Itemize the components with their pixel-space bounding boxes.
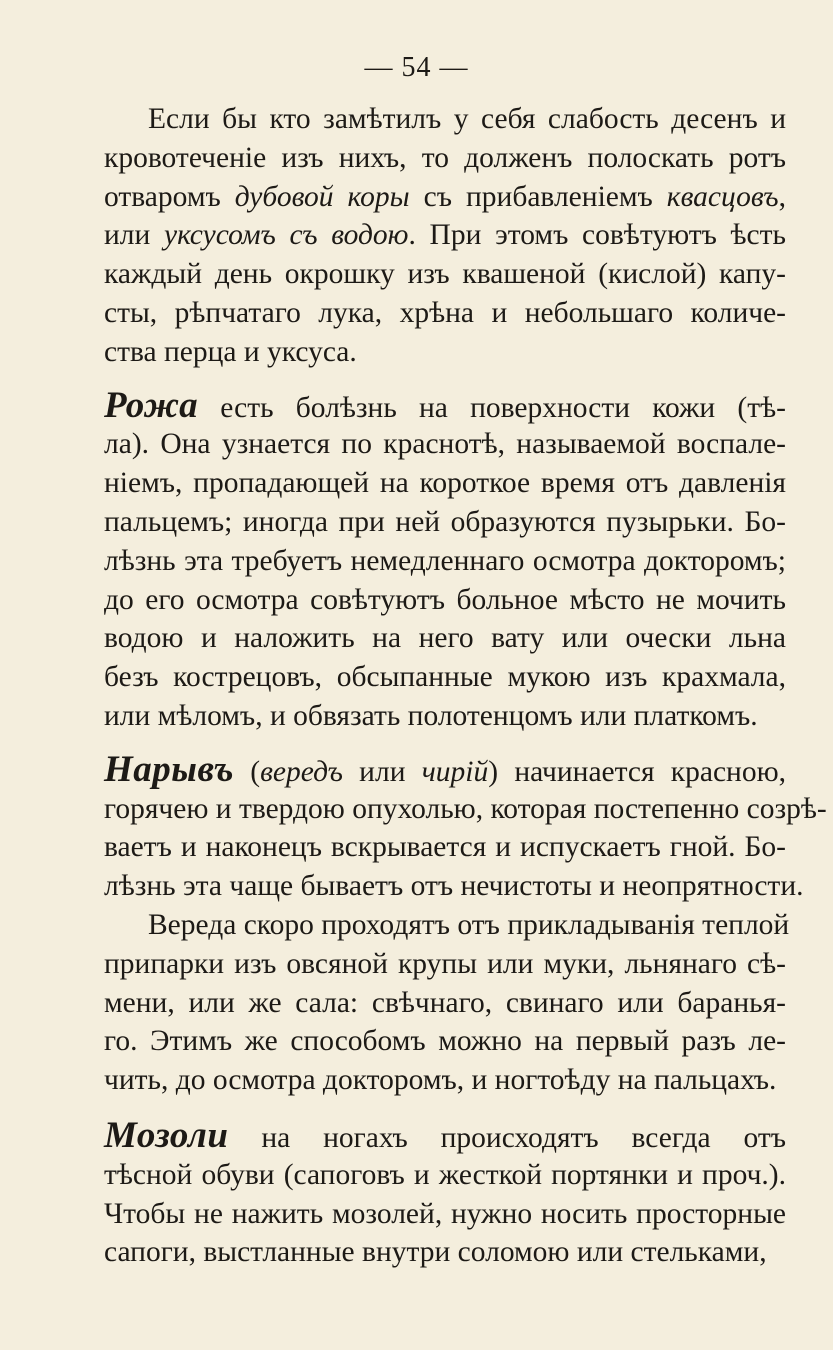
emphasized-text: уксусомъ съ водою: [163, 219, 409, 252]
text-run: водою и наложить на него вату или очески льна: [104, 622, 786, 655]
text-line: [104, 581, 786, 620]
text-line: [104, 100, 786, 139]
text-run: (: [234, 755, 261, 788]
text-run: отваромъ: [104, 180, 235, 213]
text-run: ваетъ и наконецъ вскрывается и испускаетъ гной. Бо-: [104, 831, 786, 864]
text-run: ,: [778, 180, 786, 213]
text-run: мени, или же сала: свѣчнаго, свинаго или баранья-: [104, 986, 786, 1019]
text-run: или: [104, 219, 164, 252]
text-run: ства перца и уксуса.: [104, 335, 357, 368]
paragraph: [104, 748, 827, 906]
text-run: каждый день окрошку изъ квашеной (кислой) капу-: [104, 258, 786, 291]
text-run: безъ кострецовъ, обсыпанные мукою изъ крахмала,: [104, 661, 786, 694]
section-heading: Рожа: [104, 384, 199, 426]
text-line: [104, 542, 786, 581]
text-run: тѣсной обуви (сапоговъ и жесткой портянки и проч.).: [104, 1158, 786, 1191]
paragraph: [104, 1114, 786, 1272]
text-line: [104, 1061, 786, 1100]
text-line: [104, 294, 786, 333]
section-heading: Нарывъ: [104, 748, 234, 790]
text-run: лѣзнь эта требуетъ немедленнаго осмотра докторомъ;: [104, 544, 786, 577]
text-line: [104, 658, 786, 697]
text-run: Чтобы не нажить мозолей, нужно носить просторные: [104, 1197, 786, 1230]
text-line: [104, 828, 786, 867]
text-run: ніемъ, пропадающей на короткое время отъ давленія: [104, 467, 786, 500]
text-run: лѣзнь эта чаще бываетъ отъ нечистоты и неопрятности.: [104, 870, 804, 903]
paragraph: [104, 100, 786, 372]
text-line: [104, 216, 786, 255]
text-line: [104, 255, 786, 294]
text-line: [104, 697, 786, 736]
text-line: [104, 945, 786, 984]
text-line: [104, 503, 786, 542]
text-line: [104, 178, 786, 217]
text-line: [104, 464, 786, 503]
text-run: до его осмотра совѣтуютъ больное мѣсто не мочить: [104, 583, 786, 616]
text-line: [104, 906, 790, 945]
emphasized-text: вередъ: [260, 755, 343, 788]
text-run: сапоги, выстланные внутри соломою или стельками,: [104, 1236, 767, 1269]
text-run: Вереда скоро проходятъ отъ прикладыванія теплой: [148, 908, 790, 941]
text-run: или мѣломъ, и обвязать полотенцомъ или платкомъ.: [104, 699, 758, 732]
emphasized-text: чирiй: [421, 755, 489, 788]
text-run: припарки изъ овсяной крупы или муки, льнянаго сѣ-: [104, 947, 786, 980]
text-line: [104, 139, 786, 178]
text-run: горячею и твердою опухолью, которая постепенно созрѣ-: [104, 792, 827, 825]
emphasized-text: квасцовъ: [666, 180, 779, 213]
page-number: — 54 —: [364, 52, 469, 83]
text-line: [104, 867, 804, 906]
text-line: [104, 790, 827, 829]
page-body: [104, 100, 827, 1272]
text-run: кровотеченіе изъ нихъ, то долженъ полоскать ротъ: [104, 141, 786, 174]
text-run: ) начинается красною,: [488, 755, 787, 788]
text-run: Если бы кто замѣтилъ у себя слабость десенъ и: [148, 103, 786, 135]
text-run: или: [342, 755, 422, 788]
text-line: [104, 1156, 786, 1195]
text-line: [104, 1022, 786, 1061]
section-heading: Мозоли: [104, 1114, 229, 1156]
text-line: [104, 384, 786, 426]
text-line: [104, 1114, 786, 1156]
text-line: [104, 619, 786, 658]
paragraph: [104, 384, 786, 736]
text-run: го. Этимъ же способомъ можно на первый разъ ле-: [104, 1025, 786, 1058]
text-line: [104, 984, 786, 1023]
text-line: [104, 1195, 786, 1234]
text-line: [104, 748, 787, 790]
paragraph: [104, 906, 790, 1100]
text-run: сты, рѣпчатаго лука, хрѣна и небольшаго количе-: [104, 296, 786, 329]
emphasized-text: дубовой коры: [234, 180, 410, 213]
text-run: ла). Она узнается по краснотѣ, называемой воспале-: [104, 428, 786, 461]
text-run: пальцемъ; иногда при ней образуются пузырьки. Бо-: [104, 505, 786, 538]
text-run: есть болѣзнь на поверхности кожи (тѣ-: [198, 391, 786, 424]
text-line: [104, 333, 786, 372]
text-line: [104, 425, 786, 464]
text-run: на ногахъ происходятъ всегда отъ: [228, 1121, 786, 1154]
text-run: съ прибавленіемъ: [409, 180, 667, 213]
paragraph-gap: [104, 372, 786, 387]
text-run: чить, до осмотра докторомъ, и ногтоѣду на пальцахъ.: [104, 1064, 777, 1097]
text-line: [104, 1233, 786, 1272]
text-run: . При этомъ совѣтуютъ ѣсть: [408, 219, 787, 252]
